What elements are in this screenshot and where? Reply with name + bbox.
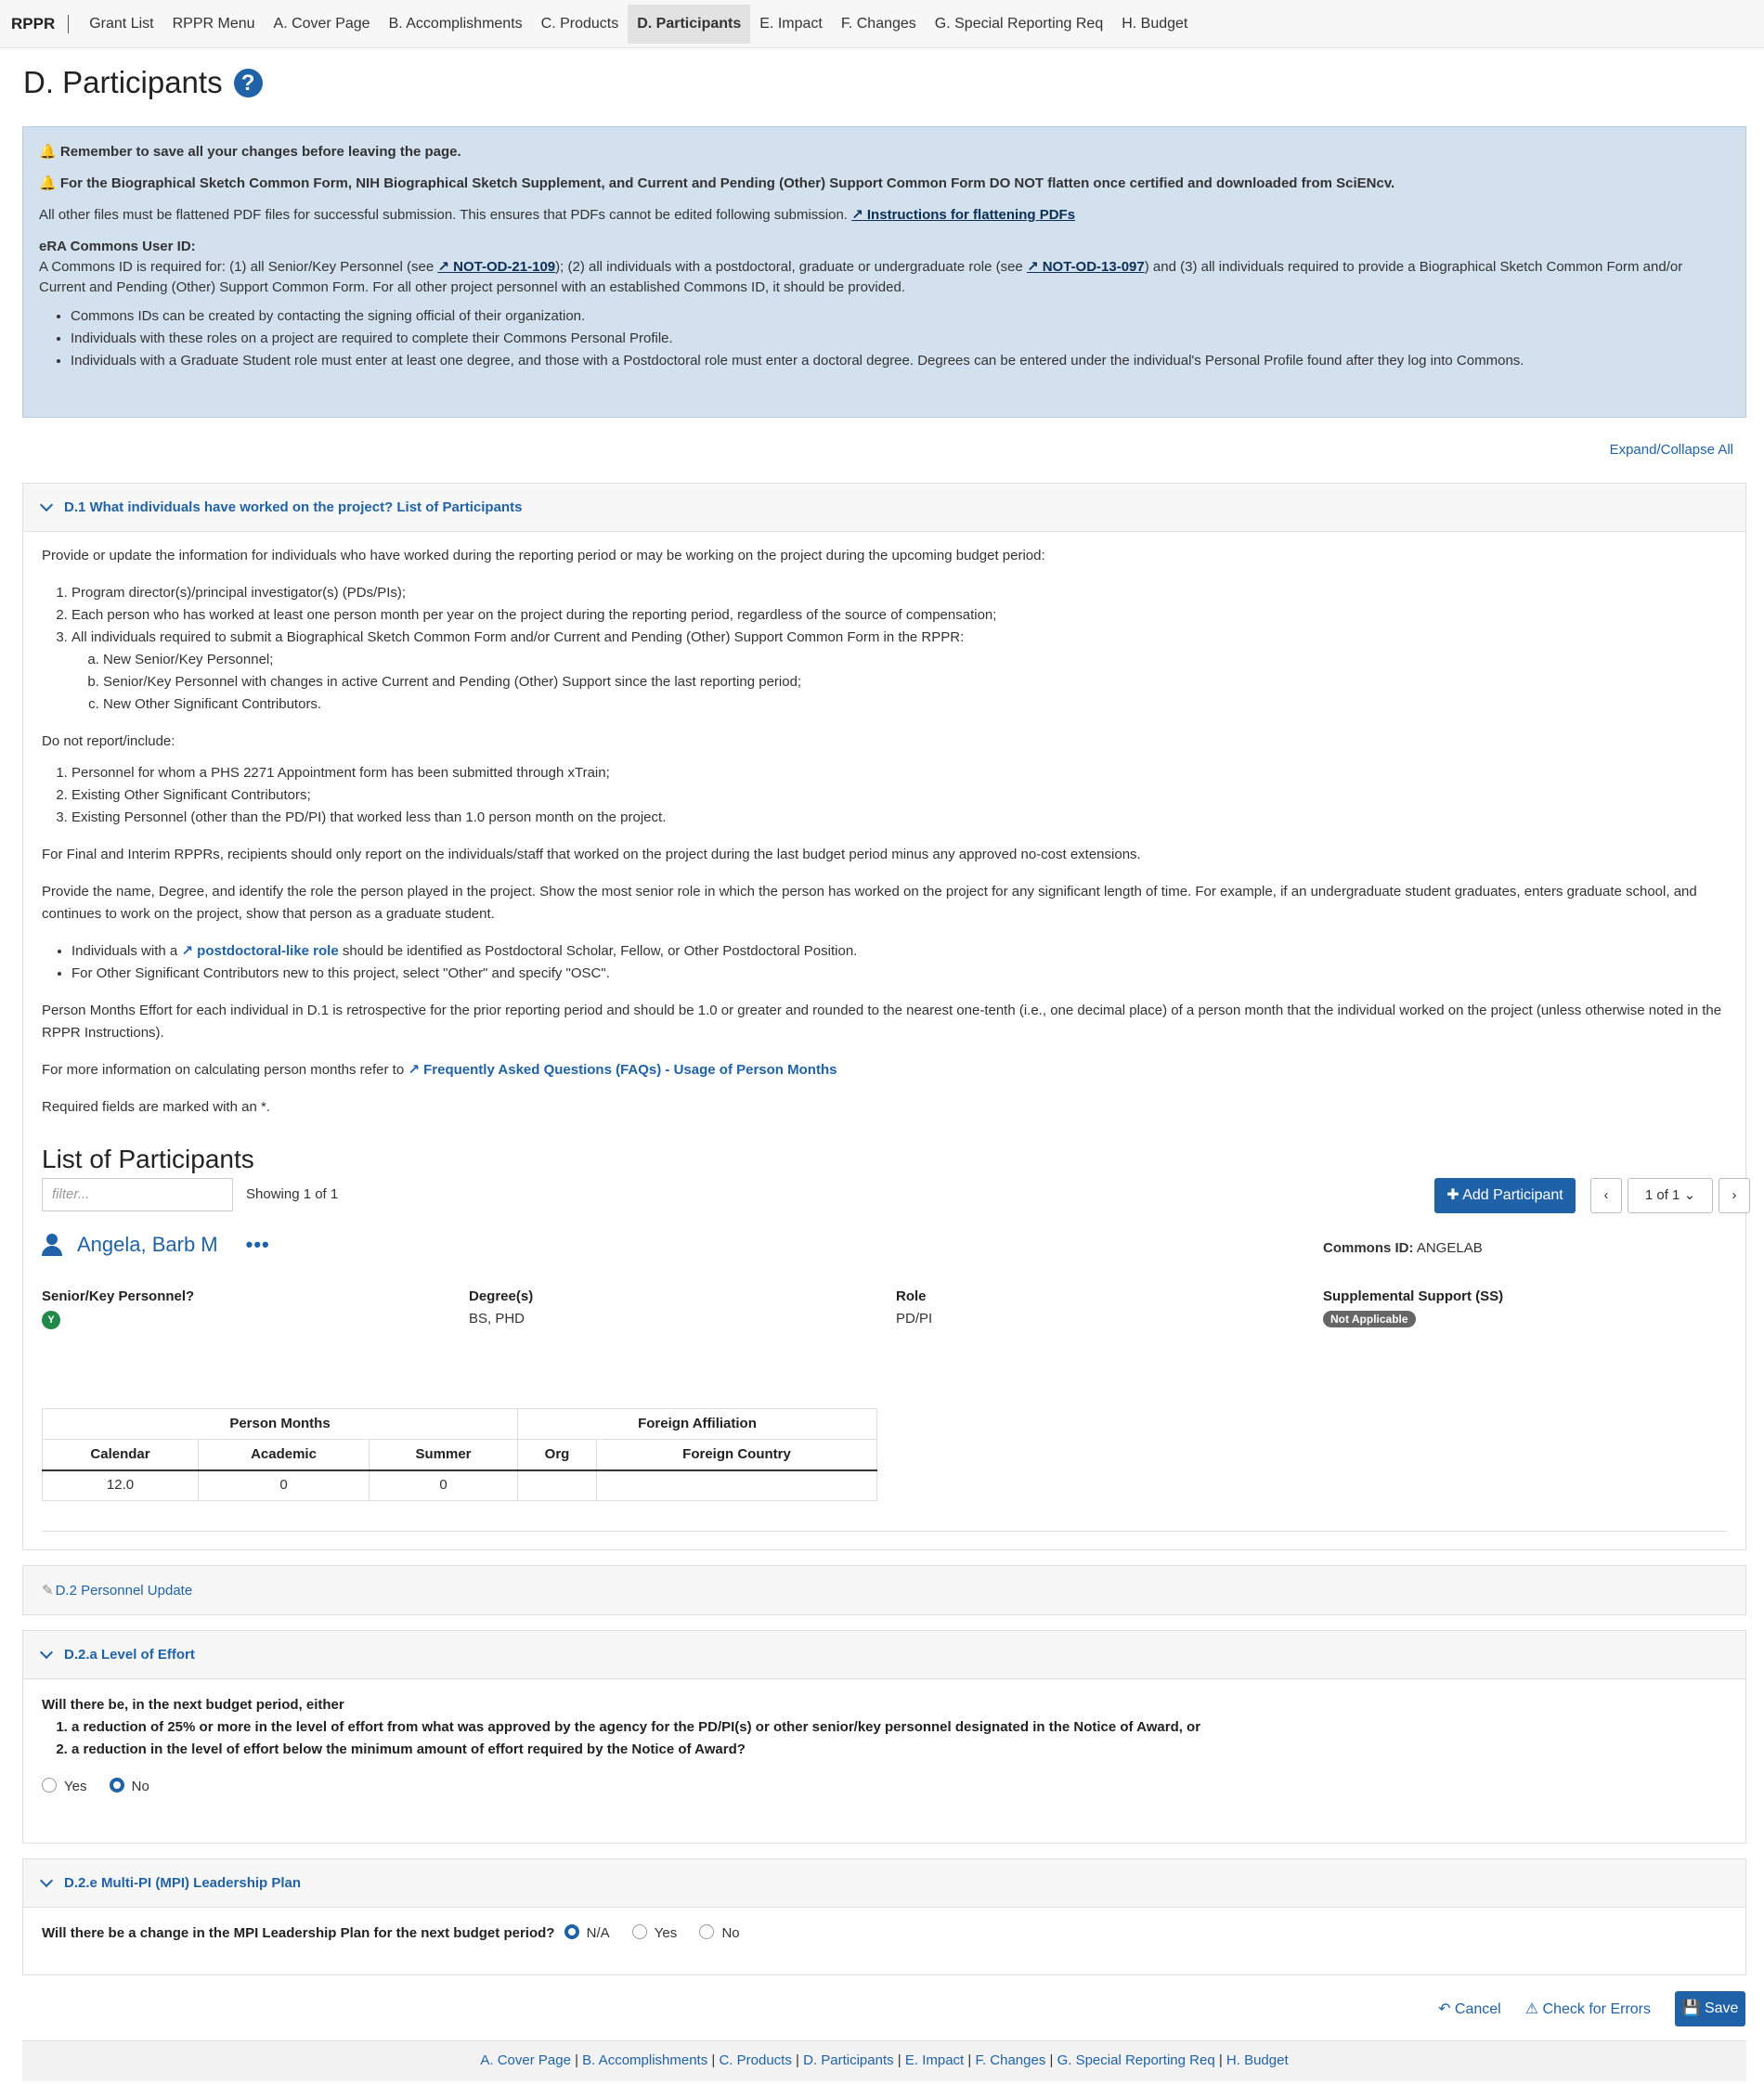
footer-products[interactable]: C. Products: [719, 2052, 792, 2068]
d2e-na-label: N/A: [586, 1925, 610, 1941]
table-cell: 0: [370, 1470, 518, 1501]
d1-exclude-list: [71, 762, 1727, 829]
status-badge: Not Applicable: [1323, 1311, 1416, 1327]
showing-count: Showing 1 of 1: [246, 1186, 339, 1202]
d2a-radio-group: [42, 1776, 1727, 1798]
list-item: 1. Program director(s)/principal investigator(s) (PDs/PIs);: [71, 582, 1727, 604]
chevron-down-icon: [40, 498, 53, 511]
footer-cover-page[interactable]: A. Cover Page: [480, 2052, 571, 2068]
list-item: • Commons IDs can be created by contacting the signing official of their organization.: [71, 305, 1730, 328]
d2e-question: Will there be a change in the MPI Leadership Plan for the next budget period?: [42, 1925, 555, 1941]
d2a-body: [23, 1679, 1745, 1811]
d2-card: [22, 1565, 1746, 1615]
faq-link[interactable]: ↗ Frequently Asked Questions (FAQs) - Usage of Person Months: [408, 1062, 837, 1078]
d1-person-months: Person Months Effort for each individual in D.1 is retrospective for the prior reporting period and should be 1.0 or greater and rounded to the nearest one-tenth (i.e., one decimal place) of a person month that the individual worked on the project (unless otherwise noted in the RPPR Instructions).: [42, 1003, 1722, 1041]
page-select[interactable]: 1 of 1 ⌄: [1628, 1178, 1713, 1213]
add-participant-button[interactable]: ✚ Add Participant: [1434, 1178, 1576, 1213]
d1-sublist: [103, 649, 1727, 716]
postdoctoral-role-link[interactable]: ↗ postdoctoral-like role: [181, 943, 339, 959]
d1-body: [23, 532, 1745, 1545]
chevron-down-icon: ⌄: [1683, 1187, 1696, 1203]
senior-key-badge: Y: [42, 1311, 60, 1329]
undo-icon: ↶: [1438, 2001, 1451, 2017]
nav-impact[interactable]: E. Impact: [759, 15, 823, 32]
list-item: c. New Other Significant Contributors.: [103, 693, 1727, 716]
floppy-disk-icon: 💾: [1681, 2000, 1701, 2016]
d2a-yes-radio[interactable]: [42, 1778, 57, 1793]
d2a-no-radio[interactable]: [110, 1778, 124, 1793]
d2a-header[interactable]: D.2.a Level of Effort: [23, 1631, 1745, 1679]
participant-controls: [42, 1178, 1737, 1215]
table-row: [43, 1470, 877, 1501]
bell-icon: 🔔: [39, 144, 57, 160]
cancel-button[interactable]: ↶ Cancel: [1438, 2001, 1501, 2017]
alert-flatten-text: All other files must be flattened PDF files for successful submission. This ensures that PDFs cannot be edited following submission. ↗ Instructions for flattening PDFs: [39, 207, 1076, 223]
list-item: • For Other Significant Contributors new to this project, select "Other" and specify "OSC".: [71, 963, 1727, 985]
warning-icon: ⚠: [1524, 2001, 1539, 2017]
page-title: [23, 65, 263, 100]
d1-include-list: [71, 582, 1727, 716]
brand[interactable]: RPPR: [11, 15, 69, 33]
form-actions: [1438, 1991, 1745, 2026]
nav-special-reporting[interactable]: G. Special Reporting Req: [934, 15, 1104, 32]
d2e-yes-label: Yes: [654, 1925, 678, 1941]
external-link-icon: ↗: [851, 207, 863, 223]
chevron-down-icon: [40, 1874, 53, 1887]
table-cell: 0: [199, 1470, 370, 1501]
participant-card: [42, 1215, 1727, 1401]
bell-icon: 🔔: [39, 175, 57, 191]
table-header: Foreign Affiliation: [518, 1409, 877, 1440]
footer-budget[interactable]: H. Budget: [1226, 2052, 1289, 2068]
d2a-card: [22, 1630, 1746, 1844]
check-errors-button[interactable]: ⚠ Check for Errors: [1524, 2001, 1651, 2017]
list-item: 3. Existing Personnel (other than the PD/PI) that worked less than 1.0 person month on the project.: [71, 807, 1727, 829]
nav-grant-list[interactable]: Grant List: [89, 15, 154, 32]
chevron-down-icon: [40, 1646, 53, 1659]
d2e-yes-radio[interactable]: [632, 1924, 647, 1939]
footer-nav: A. Cover Page | B. Accomplishments | C. Products | D. Participants | E. Impact | F. Changes | G. Special Reporting Req | H. Budget: [22, 2040, 1746, 2081]
d2e-card: [22, 1858, 1746, 1975]
list-item: • Individuals with these roles on a project are required to complete their Commons Personal Profile.: [71, 328, 1730, 350]
d1-header[interactable]: D.1 What individuals have worked on the project? List of Participants: [23, 484, 1745, 532]
chevron-right-icon: ›: [1732, 1187, 1737, 1203]
d2a-items: [71, 1716, 1727, 1761]
d1-more-info: For more information on calculating person months refer to ↗ Frequently Asked Questions (FAQs) - Usage of Person Months: [42, 1062, 837, 1078]
list-item: 3. All individuals required to submit a Biographical Sketch Common Form and/or Current and Pending (Other) Support Common Form in the RPPR: a. New Senior/Key Personnel; b. Senior/Key Personnel with changes in active Current and Pending (Other) Support since the last reporting period; c. New Other Significant Contributors.: [71, 627, 1727, 716]
flatten-instructions-link[interactable]: ↗ Instructions for flattening PDFs: [851, 207, 1076, 223]
supplemental-support-field: Supplemental Support (SS) Not Applicable: [1323, 1288, 1504, 1326]
commons-id: Commons ID: ANGELAB: [1323, 1240, 1483, 1256]
list-item: b. Senior/Key Personnel with changes in active Current and Pending (Other) Support since the last reporting period;: [103, 671, 1727, 693]
alert-era-section: eRA Commons User ID: A Commons ID is required for: (1) all Senior/Key Personnel (see ↗ NOT-OD-21-109); (2) all individuals with a postdoctoral, graduate or undergraduate role (see ↗ NOT-OD-13-097) and (3) all individuals required to provide a Biographical Sketch Common Form and/or Current and Pending (Other) Support Common Form. For all other project personnel with an established Commons ID, it should be provided.: [39, 239, 1683, 295]
divider: [42, 1531, 1727, 1532]
nav-rppr-menu[interactable]: RPPR Menu: [172, 15, 255, 32]
list-item: a. New Senior/Key Personnel;: [103, 649, 1727, 671]
table-header: Summer: [370, 1440, 518, 1470]
footer-special-reporting[interactable]: G. Special Reporting Req: [1057, 2052, 1215, 2068]
nav-products[interactable]: C. Products: [540, 15, 619, 32]
alert-save-reminder: 🔔 Remember to save all your changes before leaving the page.: [39, 144, 461, 160]
nav-budget[interactable]: H. Budget: [1122, 15, 1188, 32]
footer-changes[interactable]: F. Changes: [975, 2052, 1046, 2068]
list-item: • Individuals with a Graduate Student role must enter at least one degree, and those with a Postdoctoral role must enter a doctoral degree. Degrees can be entered under the individual's Personal Profile found after they log into Commons.: [71, 350, 1730, 372]
save-button[interactable]: 💾 Save: [1675, 1991, 1745, 2026]
d2a-no-label: No: [131, 1779, 149, 1794]
table-cell: [597, 1470, 877, 1501]
degree-field: Degree(s) BS, PHD: [469, 1288, 534, 1327]
page-title-text: D. Participants: [23, 65, 223, 99]
table-header: Org: [518, 1440, 597, 1470]
table-cell: 12.0: [43, 1470, 199, 1501]
d2e-no-radio[interactable]: [699, 1924, 714, 1939]
expand-collapse-all-link[interactable]: Expand/Collapse All: [1609, 442, 1733, 458]
external-link-icon: ↗: [181, 943, 193, 959]
d1-final-interim: For Final and Interim RPPRs, recipients should only report on the individuals/staff that worked on the project during the last budget period minus any approved no-cost extensions.: [42, 847, 1141, 862]
d1-intro: Provide or update the information for individuals who have worked during the reporting period or may be working on the project during the upcoming budget period:: [42, 548, 1045, 563]
question-circle-icon[interactable]: ?: [234, 69, 263, 97]
list-item: 2. a reduction in the level of effort below the minimum amount of effort required by the Notice of Award?: [71, 1739, 1727, 1761]
nav-changes[interactable]: F. Changes: [840, 15, 916, 32]
d2e-header[interactable]: D.2.e Multi-PI (MPI) Leadership Plan: [23, 1859, 1745, 1908]
alert-flatten-warning: 🔔 For the Biographical Sketch Common Form, NIH Biographical Sketch Supplement, and Current and Pending (Other) Support Common Form DO NOT flatten once certified and downloaded from SciENcv.: [39, 175, 1395, 191]
d2a-yes-label: Yes: [64, 1779, 87, 1794]
d2a-question: Will there be, in the next budget period, either: [42, 1697, 344, 1713]
top-nav: [0, 0, 1764, 48]
footer-impact[interactable]: E. Impact: [904, 2052, 965, 2068]
list-item: 2. Existing Other Significant Contributors;: [71, 784, 1727, 807]
participant-name[interactable]: Angela, Barb M •••: [42, 1234, 270, 1256]
list-item: 1. Personnel for whom a PHS 2271 Appointment form has been submitted through xTrain;: [71, 762, 1727, 784]
d1-role-bullets: [71, 940, 1727, 985]
table-header: Calendar: [43, 1440, 199, 1470]
table-header: Person Months: [43, 1409, 518, 1440]
user-icon: [42, 1234, 62, 1256]
not-od-13-097-link[interactable]: ↗ NOT-OD-13-097: [1026, 259, 1145, 275]
footer-accomplishments[interactable]: B. Accomplishments: [582, 2052, 708, 2068]
nav-participants[interactable]: D. Participants: [628, 5, 750, 44]
next-page-button[interactable]: [1719, 1178, 1750, 1213]
filter-input[interactable]: filter...: [42, 1178, 233, 1211]
external-link-icon: ↗: [1026, 259, 1039, 275]
era-heading: eRA Commons User ID:: [39, 239, 196, 254]
d2e-na-radio[interactable]: [564, 1924, 579, 1939]
d1-do-not: Do not report/include:: [42, 733, 175, 749]
footer-participants[interactable]: D. Participants: [803, 2052, 894, 2068]
list-item: 1. a reduction of 25% or more in the level of effort from what was approved by the agency for the PD/PI(s) or other senior/key personnel designated in the Notice of Award, or: [71, 1716, 1727, 1739]
more-actions-icon[interactable]: •••: [245, 1233, 270, 1256]
person-months-table: [42, 1408, 877, 1501]
list-of-participants-title: List of Participants: [42, 1145, 254, 1173]
not-od-21-109-link[interactable]: ↗ NOT-OD-21-109: [437, 259, 556, 275]
plus-icon: ✚: [1446, 1187, 1459, 1203]
external-link-icon: ↗: [437, 259, 449, 275]
list-item: 2. Each person who has worked at least one person month per year on the project during the reporting period, regardless of the source of compensation;: [71, 604, 1727, 627]
chevron-left-icon: ‹: [1603, 1187, 1609, 1203]
nav-cover-page[interactable]: A. Cover Page: [273, 15, 370, 32]
role-field: Role PD/PI: [896, 1288, 933, 1327]
list-item: • Individuals with a ↗ postdoctoral-like role should be identified as Postdoctoral Scholar, Fellow, or Other Postdoctoral Position.: [71, 940, 1727, 963]
d2e-no-label: No: [721, 1925, 740, 1941]
alert-bullets: [71, 305, 1730, 372]
edit-icon: ✎: [42, 1583, 54, 1599]
nav-accomplishments[interactable]: B. Accomplishments: [388, 15, 523, 32]
table-header: Academic: [199, 1440, 370, 1470]
prev-page-button[interactable]: [1590, 1178, 1622, 1213]
table-header: Foreign Country: [597, 1440, 877, 1470]
table-cell: [518, 1470, 597, 1501]
senior-key-field: Senior/Key Personnel? Y: [42, 1286, 194, 1330]
d2-header[interactable]: ✎ D.2 Personnel Update: [23, 1566, 1745, 1614]
d1-provide-name: Provide the name, Degree, and identify the role the person played in the project. Show the most senior role in which the person has worked on the project for any significant length of time. For example, if an undergraduate student graduates, enters graduate school, and continues to work on the project, show that person as a graduate student.: [42, 884, 1697, 922]
info-alert: [22, 126, 1746, 418]
d1-required: Required fields are marked with an *.: [42, 1099, 270, 1115]
external-link-icon: ↗: [408, 1062, 420, 1078]
d1-card: [22, 483, 1746, 1550]
d2e-body: [23, 1908, 1745, 1958]
